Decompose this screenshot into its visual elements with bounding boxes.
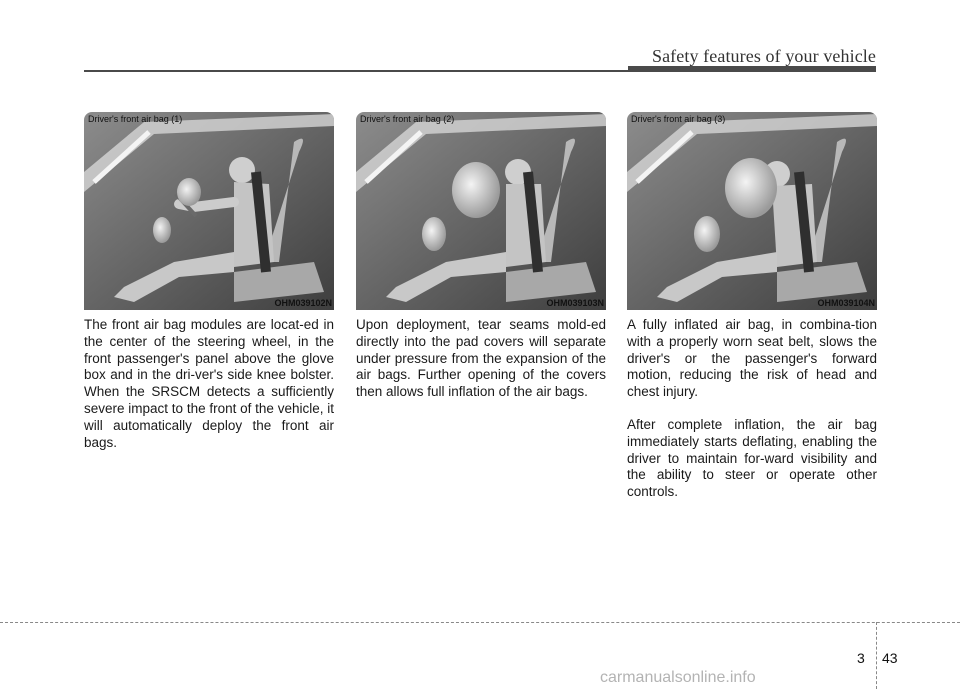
body-paragraph: The front air bag modules are locat-ed in the center of the steering wheel, in the front passenger's panel above the glove box and in the dri-ver's side knee bolster. When the SRSCM detects a sufficiently severe impact to the front of the vehicle, it will automatically deploy the front air bags. [84,317,334,450]
figure-code: OHM039102N [274,298,332,308]
figure-caption: Driver's front air bag (1) [88,114,183,124]
text-column-2 [356,317,606,417]
chapter-number: 3 [857,650,865,666]
body-paragraph: Upon deployment, tear seams mold-ed directly into the pad covers will separate under pressure from the expansion of the air bags. Further opening of the covers then allows full inflation of the air bags. [356,317,606,400]
body-paragraph: A fully inflated air bag, in combina-tion with a properly worn seat belt, slows the driver's or the passenger's forward motion, reducing the risk of head and chest injury. [627,317,877,400]
figure-caption: Driver's front air bag (2) [360,114,455,124]
footer-rule [0,622,960,623]
airbag-illustration [356,112,606,310]
text-column-1 [84,317,334,467]
body-paragraph: After complete inflation, the air bag immediately starts deflating, enabling the driver to maintain for-ward visibility and the ability to steer or operate other controls. [627,416,877,500]
airbag-figure-2 [356,112,606,310]
text-column-3 [627,317,877,517]
figure-code: OHM039103N [546,298,604,308]
watermark: carmanualsonline.info [600,669,756,686]
airbag-figure-1 [84,112,334,310]
figure-code: OHM039104N [817,298,875,308]
footer-divider [876,622,877,689]
airbag-illustration [627,112,877,310]
section-title: Safety features of your vehicle [651,46,876,66]
page-number: 43 [882,650,898,666]
figure-caption: Driver's front air bag (3) [631,114,726,124]
airbag-illustration [84,112,334,310]
airbag-figure-3 [627,112,877,310]
header-rule-accent [628,66,876,72]
